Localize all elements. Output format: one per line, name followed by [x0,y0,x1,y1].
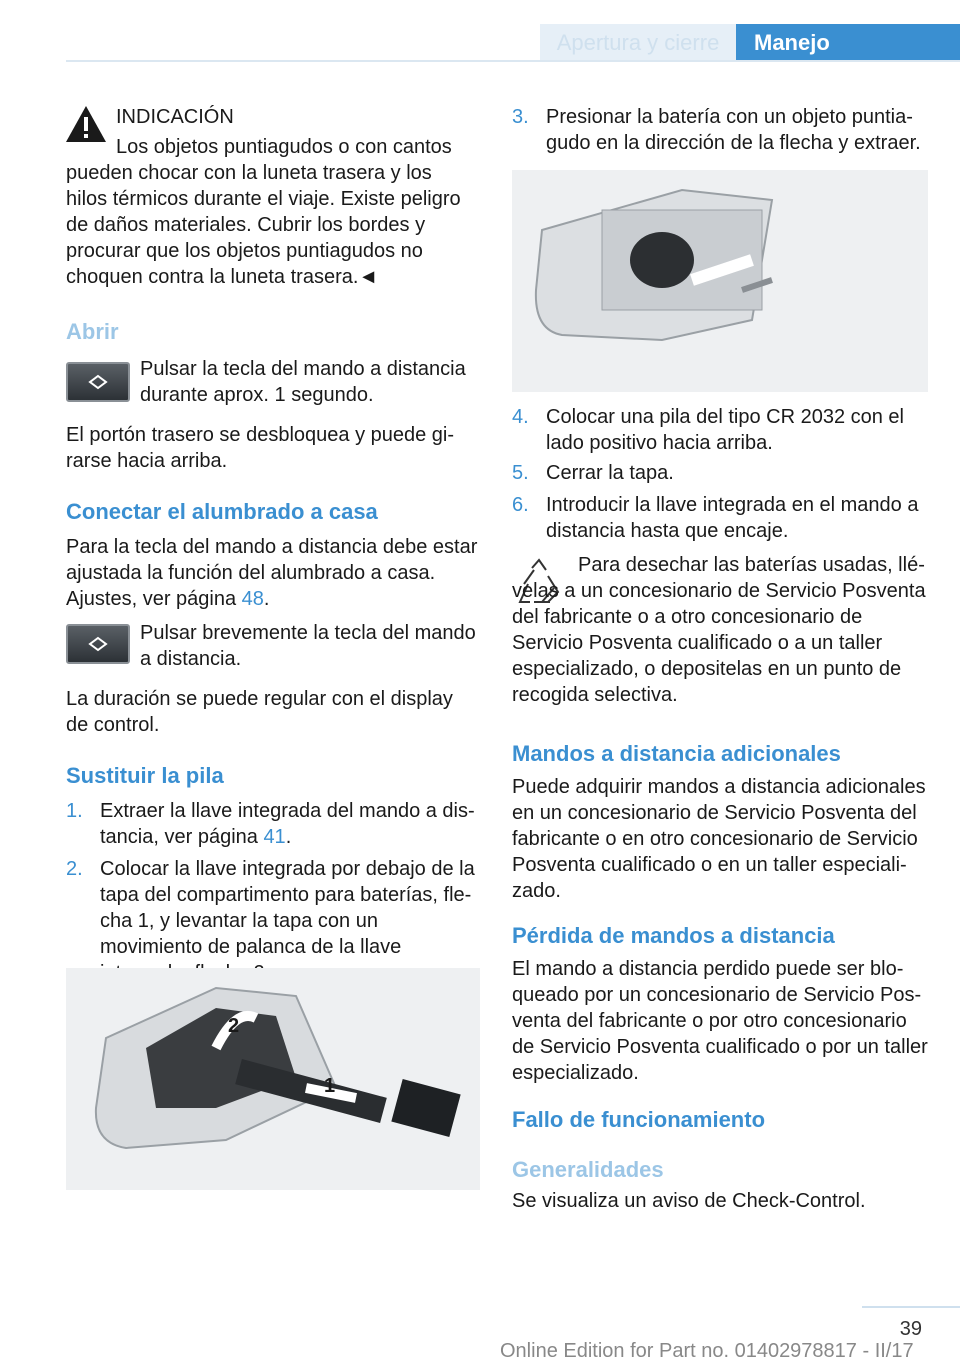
abrir-instruction: Pulsar la tecla del mando a distancia durante aprox. 1 segundo. [140,358,466,406]
step-text: Presionar la batería con un objeto puntiagudo en la dirección de la flecha y extraer. [546,106,921,154]
step-number: 6. [512,494,529,516]
heading-adicionales: Mandos a distancia adicionales [512,741,841,766]
step-text: Colocar la llave integrada por debajo de la tapa del compartimento para baterías, flecha 1, y levantar la tapa con un movimiento de palanca de la llave [100,858,475,958]
heading-generalidades: Generalidades [512,1157,664,1182]
adicionales-body: Puede adquirir mandos a distancia adicionales en un concesionario de Servicio Posventa del fabricante o en otro concesionario de Servicio Posventa cualificado o en un taller especializado. [512,776,926,902]
step-3 [512,104,926,156]
figure-label-2: 2 [228,1015,240,1037]
step-text: Colocar una pila del tipo CR 2032 con el lado positivo hacia arriba. [546,406,904,454]
remote-button-icon [66,362,130,402]
footer-edition: Online Edition for Part no. 01402978817 - II/17 [500,1340,914,1362]
figure-label-1: 1 [324,1075,336,1097]
perdida-body: El mando a distancia perdido puede ser bloqueado por un concesionario de Servicio Posventa del fabricante o por otro concesionario de Servicio Posventa cualificado o por un taller especializado. [512,958,928,1084]
step-text-end: . [285,826,292,848]
heading-perdida: Pérdida de mandos a distancia [512,923,835,948]
alumbrado-body2: La duración se puede regular con el display de control. [66,688,453,736]
fallo-body: Se visualiza un aviso de Check-Control. [512,1190,866,1212]
recycle-note: Para desechar las baterías usadas, llévelas a un concesionario de Servicio Posventa del fabricante o a otro concesionario de Servicio Posventa cualificado o a un taller especializado, o depositelas en un punto de recogida selectiva. [512,554,926,706]
footer-rule [862,1306,960,1308]
step-text: Cerrar la tapa. [546,462,674,484]
figure-key-removal [66,968,480,1190]
page-link-48[interactable]: 48 [241,588,264,610]
header-chapter-tab[interactable]: Manejo [736,24,960,62]
alumbrado-body-text: Para la tecla del mando a distancia debe estar ajustada la función del alumbrado a casa. Ajustes, ver página [66,536,478,610]
step-number: 2. [66,858,83,880]
step-1 [66,798,478,850]
figure-battery-removal [512,170,928,392]
remote-button-icon [66,624,130,664]
warning-title: INDICACIÓN [116,106,234,128]
step-number: 1. [66,800,83,822]
page-link-41[interactable]: 41 [263,826,286,848]
step-6 [512,492,926,544]
step-number: 5. [512,462,529,484]
alumbrado-body-end: . [263,588,270,610]
heading-fallo: Fallo de funcionamiento [512,1107,766,1132]
step-2 [66,856,478,986]
warning-text: pueden chocar con la luneta trasera y los hilos térmicos durante el viaje. Existe peligro de daños materiales. Cubrir los bordes y procurar que los objetos puntiagudos no choquen contra la luneta trasera.◄ [66,162,461,288]
step-text: Introducir la llave integrada en el mando a distancia hasta que encaje. [546,494,919,542]
step-number: 3. [512,106,529,128]
alumbrado-body [66,534,478,612]
heading-alumbrado: Conectar el alumbrado a casa [66,499,378,524]
header-rule [66,60,960,62]
step-4 [512,404,926,456]
alumbrado-instruction: Pulsar brevemente la tecla del mando a distancia. [140,622,476,670]
heading-abrir: Abrir [66,319,119,344]
warning-line1: Los objetos puntiagudos o con cantos [116,136,452,158]
heading-pila: Sustituir la pila [66,763,224,788]
header-section-tab[interactable]: Apertura y cierre [540,24,736,62]
abrir-body: El portón trasero se desbloquea y puede girarse hacia arriba. [66,424,455,472]
warning-icon [64,104,108,144]
step-text: Extraer la llave integrada del mando a distancia, ver página [100,800,475,848]
page-number: 39 [899,1318,922,1340]
step-number: 4. [512,406,529,428]
step-5 [512,460,926,486]
